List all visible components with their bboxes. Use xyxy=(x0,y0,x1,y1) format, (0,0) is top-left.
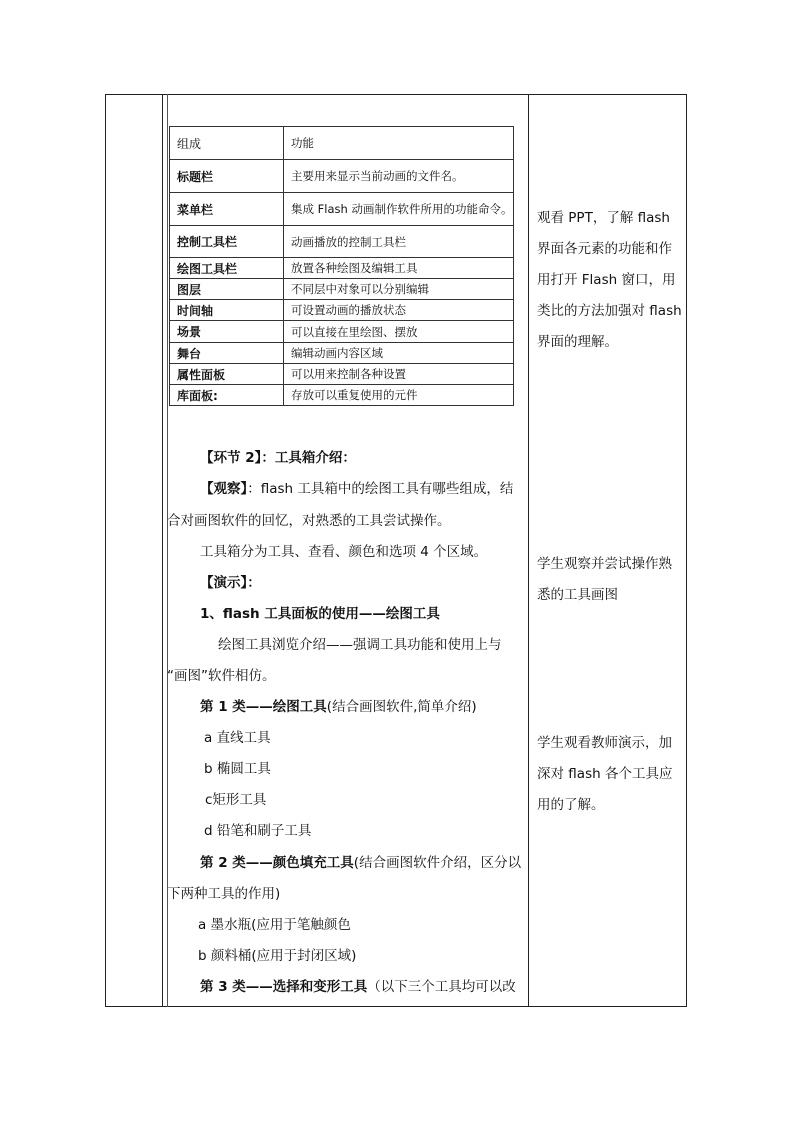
table-cell-name: 绘图工具栏 xyxy=(170,258,284,279)
table-cell-desc: 存放可以重复使用的元件 xyxy=(284,385,514,406)
intro-line: 绘图工具浏览介绍——强调工具功能和使用上与 xyxy=(218,637,502,653)
table-cell-name: 菜单栏 xyxy=(170,193,284,226)
intro-line-2: “画图”软件相仿。 xyxy=(167,668,276,684)
observe-tag: 【观察】 xyxy=(200,481,248,497)
observe-text: ：flash 工具箱中的绘图工具有哪些组成，结 xyxy=(247,481,514,497)
list-item: a 墨水瓶(应用于笔触颜色 xyxy=(198,917,351,933)
category-title: 第 2 类——颜色填充工具 xyxy=(200,855,354,871)
category-2 xyxy=(200,851,521,871)
list-item: d 铅笔和刷子工具 xyxy=(204,823,312,839)
table-header-row xyxy=(170,127,514,160)
table-cell-desc: 放置各种绘图及编辑工具 xyxy=(284,258,514,279)
header-cell: 组成 xyxy=(170,127,284,160)
column-divider xyxy=(528,94,529,1007)
table-cell-desc: 集成 Flash 动画制作软件所用的功能命令。 xyxy=(284,193,514,226)
column-divider xyxy=(167,94,168,1007)
table-cell-name: 场景 xyxy=(170,321,284,343)
list-item: b 颜料桶(应用于封闭区域) xyxy=(198,948,357,964)
table-row xyxy=(170,258,514,279)
table-cell-name: 舞台 xyxy=(170,343,284,364)
student-activity-note: 学生观察并尝试操作熟悉的工具画图 xyxy=(537,556,672,603)
table-row xyxy=(170,364,514,385)
component-table xyxy=(169,126,514,406)
list-item: a 直线工具 xyxy=(204,730,271,746)
table-row xyxy=(170,300,514,321)
category-title: 第 3 类——选择和变形工具 xyxy=(200,979,368,995)
category-note: (结合画图软件介绍，区分以 xyxy=(353,855,522,871)
category-3 xyxy=(200,975,516,995)
table-cell-desc: 动画播放的控制工具栏 xyxy=(284,226,514,258)
table-cell-name: 标题栏 xyxy=(170,160,284,193)
table-cell-name: 库面板: xyxy=(170,385,284,406)
observe-line xyxy=(200,477,513,497)
table-cell-name: 属性面板 xyxy=(170,364,284,385)
table-cell-name: 控制工具栏 xyxy=(170,226,284,258)
table-row xyxy=(170,385,514,406)
section-heading: 【环节 2】：工具箱介绍： xyxy=(200,450,356,466)
table-cell-desc: 可以直接在里绘图、摆放 xyxy=(284,321,514,343)
table-row xyxy=(170,226,514,258)
table-cell-name: 时间轴 xyxy=(170,300,284,321)
subheading: 1、flash 工具面板的使用——绘图工具 xyxy=(200,606,440,622)
table-row xyxy=(170,321,514,343)
column-divider xyxy=(162,94,163,1007)
table-cell-desc: 不同层中对象可以分别编辑 xyxy=(284,279,514,300)
table-cell-desc: 编辑动画内容区域 xyxy=(284,343,514,364)
student-activity-note: 观看 PPT，了解 flash 界面各元素的功能和作用打开 Flash 窗口，用类比的方法加强对 flash 界面的理解。 xyxy=(537,210,682,350)
toolbox-text: 工具箱分为工具、查看、颜色和选项 4 个区域。 xyxy=(200,544,488,560)
category-title: 第 1 类——绘图工具 xyxy=(200,699,327,715)
observe-line-2: 合对画图软件的回忆，对熟悉的工具尝试操作。 xyxy=(167,513,451,529)
table-row xyxy=(170,160,514,193)
table-cell-desc: 可以用来控制各种设置 xyxy=(284,364,514,385)
table-row xyxy=(170,343,514,364)
table-cell-name: 图层 xyxy=(170,279,284,300)
demo-heading: 【演示】： xyxy=(200,575,261,591)
category-1 xyxy=(200,695,477,715)
table-row xyxy=(170,279,514,300)
category-note: (结合画图软件,简单介绍) xyxy=(326,699,477,715)
header-cell: 功能 xyxy=(284,127,514,160)
list-item: c矩形工具 xyxy=(205,792,267,808)
table-cell-desc: 主要用来显示当前动画的文件名。 xyxy=(284,160,514,193)
table-row xyxy=(170,193,514,226)
table-cell-desc: 可设置动画的播放状态 xyxy=(284,300,514,321)
category-2-note-cont: 下两种工具的作用) xyxy=(167,886,281,902)
category-note: （以下三个工具均可以改 xyxy=(367,979,516,995)
student-activity-note: 学生观看教师演示，加深对 flash 各个工具应用的了解。 xyxy=(537,735,673,813)
list-item: b 椭圆工具 xyxy=(204,761,271,777)
